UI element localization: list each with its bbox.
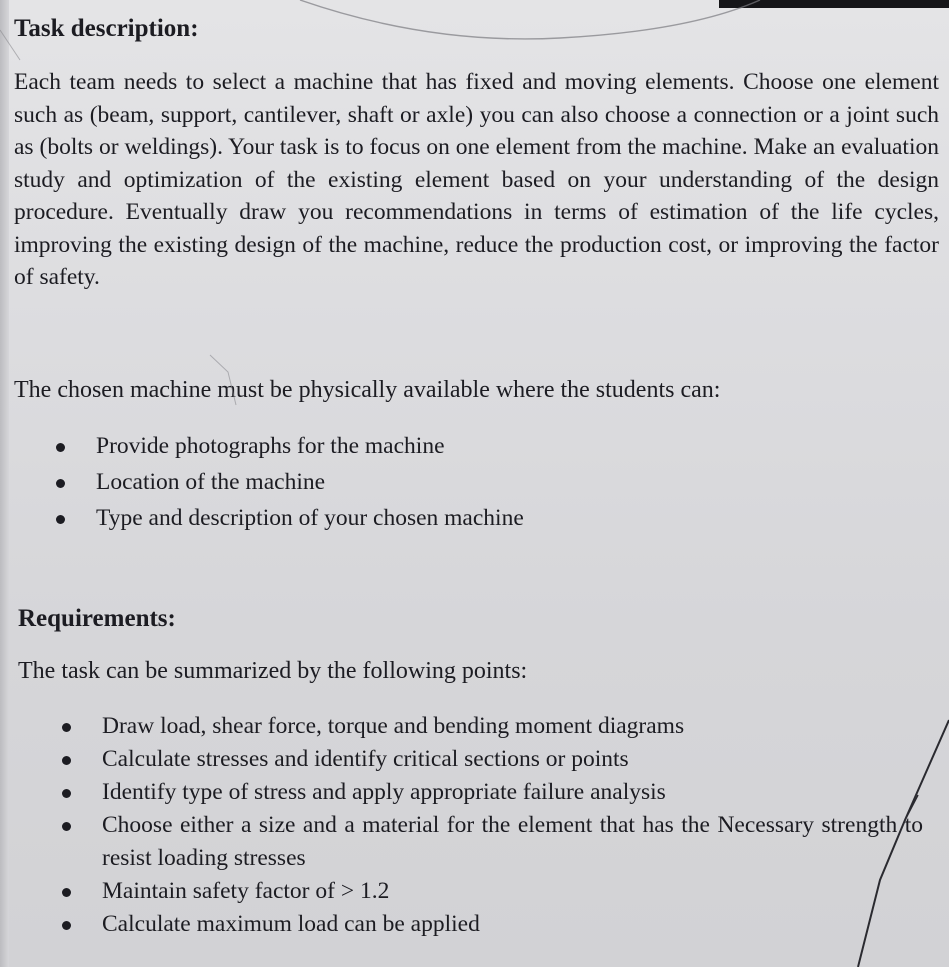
list-item-text: Type and description of your chosen machine (96, 505, 524, 531)
task-paragraph-block (14, 66, 939, 294)
list-item-text: Calculate stresses and identify critical sections or points (102, 746, 629, 772)
bullet-icon (62, 789, 71, 798)
availability-list (96, 430, 889, 535)
task-section (14, 16, 937, 41)
list-item-text: Draw load, shear force, torque and bending moment diagrams (102, 713, 685, 739)
list-item (96, 466, 889, 499)
list-item (102, 743, 923, 776)
list-item (96, 430, 889, 463)
list-item-text: Choose either a size and a material for the element that has the Necessary strength to resist loading stresses (102, 812, 923, 871)
task-paragraph: Each team needs to select a machine that has fixed and moving elements. Choose one element such as (beam, support, cantilever, shaft or axle) you can also choose a connection or a joint such as (bolts or weldings). Your task is to focus on one element from the machine. Make an evaluation study and optimization of the existing element based on your understanding of the design procedure. Eventually draw you recommendations in terms of estimation of the life cycles, improving the existing design of the machine, reduce the production cost, or improving the factor of safety. (14, 69, 939, 290)
bullet-icon (62, 723, 71, 732)
list-item (102, 875, 923, 908)
list-item (102, 809, 923, 875)
screen-bezel (719, 0, 949, 8)
availability-section (14, 378, 937, 402)
list-item (102, 908, 923, 941)
bullet-icon (62, 921, 71, 930)
requirements-heading: Requirements: (18, 605, 176, 632)
list-item (102, 710, 923, 743)
list-item (96, 502, 889, 535)
task-heading: Task description: (14, 15, 199, 42)
bullet-icon (62, 822, 71, 831)
list-item-text: Provide photographs for the machine (96, 433, 445, 459)
list-item-text: Identify type of stress and apply appropriate failure analysis (102, 779, 666, 805)
availability-intro: The chosen machine must be physically available where the students can: (14, 377, 721, 403)
bullet-icon (56, 515, 65, 524)
bullet-icon (62, 888, 71, 897)
availability-list-block (96, 430, 889, 535)
list-item-text: Maintain safety factor of > 1.2 (102, 878, 390, 904)
bullet-icon (56, 443, 65, 452)
requirements-intro: The task can be summarized by the following points: (18, 658, 528, 684)
requirements-intro-block (18, 659, 937, 683)
list-item (102, 776, 923, 809)
list-item-text: Calculate maximum load can be applied (102, 911, 480, 937)
requirements-list (102, 710, 923, 941)
list-item-text: Location of the machine (96, 469, 326, 495)
bullet-icon (56, 479, 65, 488)
requirements-section (18, 606, 937, 631)
bullet-icon (62, 756, 71, 765)
requirements-list-block (102, 710, 923, 941)
page-edge-shadow (0, 0, 9, 967)
